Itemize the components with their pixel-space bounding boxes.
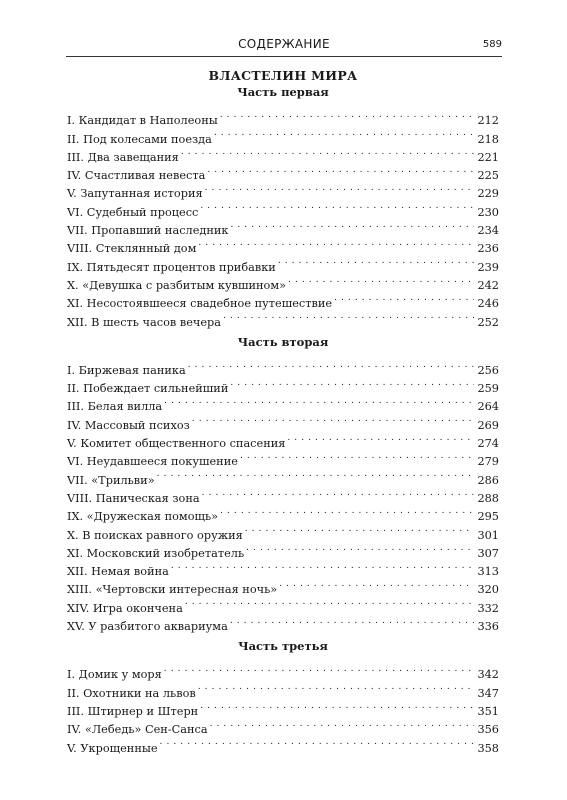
table-of-contents [67,68,499,755]
chapter-page-number: 320 [477,583,499,597]
dot-leader [240,447,475,465]
chapter-title: X. «Девушка с разбитым кувшином» [67,278,287,292]
chapter-page-number: 256 [477,363,499,377]
page-number: 589 [482,39,502,50]
dot-leader [214,124,475,142]
dot-leader [188,356,475,374]
dot-leader [171,557,475,575]
chapter-title: VI. Неудавшееся покушение [67,455,238,469]
dot-leader [198,234,474,252]
chapter-title: V. Укрощенные [67,741,158,755]
chapter-page-number: 286 [477,473,499,487]
chapter-title: I. Домик у моря [67,668,162,682]
chapter-page-number: 332 [477,601,499,615]
running-header-title: СОДЕРЖАНИЕ [238,37,330,51]
chapter-page-number: 288 [477,491,499,505]
chapter-page-number: 269 [477,418,499,432]
chapter-page-number: 342 [477,668,499,682]
chapter-page-number: 252 [477,315,499,329]
chapter-page-number: 225 [477,169,499,183]
toc-parts [67,84,499,755]
dot-leader [220,502,474,520]
chapter-title: IX. «Дружеская помощь» [67,510,219,524]
chapter-page-number: 351 [477,704,499,718]
chapter-title: I. Кандидат в Наполеоны [67,114,218,128]
chapter-title: II. Побеждает сильнейший [67,382,229,396]
dot-leader [205,179,475,197]
chapter-title: VIII. Паническая зона [67,491,200,505]
toc-entry[interactable] [67,106,499,128]
dot-leader [202,484,475,502]
chapter-page-number: 301 [477,528,499,542]
dot-leader [230,216,474,234]
chapter-title: X. В поисках равного оружия [67,528,243,542]
chapter-title: II. Охотники на львов [67,686,196,700]
chapter-page-number: 274 [477,437,499,451]
chapter-page-number: 221 [477,150,499,164]
chapter-title: II. Под колесами поезда [67,132,212,146]
chapter-title: VIII. Стеклянный дом [67,242,197,256]
chapter-page-number: 347 [477,686,499,700]
chapter-page-number: 307 [477,546,499,560]
chapter-page-number: 218 [477,132,499,146]
chapter-page-number: 358 [477,741,499,755]
dot-leader [200,697,474,715]
part-title: Часть первая [237,85,329,99]
chapter-page-number: 313 [477,565,499,579]
chapter-page-number: 236 [477,242,499,256]
dot-leader [192,410,475,428]
dot-leader [278,252,475,270]
chapter-title: VI. Судебный процесс [67,205,199,219]
toc-part [67,334,499,634]
dot-leader [181,143,475,161]
chapter-page-number: 229 [477,187,499,201]
chapter-page-number: 259 [477,382,499,396]
chapter-list [67,356,499,634]
part-title: Часть третья [238,639,328,654]
dot-leader [245,520,475,538]
dot-leader [230,612,475,630]
chapter-title: XI. Московский изобретатель [67,546,245,560]
chapter-page-number: 230 [477,205,499,219]
chapter-title: IV. Счастливая невеста [67,169,206,183]
chapter-page-number: 239 [477,260,499,274]
chapter-title: XIII. «Чертовски интересная ночь» [67,583,278,597]
dot-leader [160,733,475,751]
chapter-title: V. Комитет общественного спасения [67,437,286,451]
dot-leader [230,374,474,392]
toc-entry[interactable] [67,660,499,682]
chapter-list [67,106,499,329]
chapter-title: IV. «Лебедь» Сен-Санса [67,723,208,737]
chapter-page-number: 295 [477,510,499,524]
dot-leader [210,715,475,733]
dot-leader [157,465,475,483]
chapter-title: VII. «Трильви» [67,473,155,487]
chapter-title: III. Два завещания [67,150,179,164]
chapter-title: XIV. Игра окончена [67,601,183,615]
chapter-title: IX. Пятьдесят процентов прибавки [67,260,276,274]
dot-leader [246,539,474,557]
dot-leader [287,429,474,447]
chapter-page-number: 356 [477,723,499,737]
dot-leader [198,678,475,696]
chapter-list [67,660,499,755]
chapter-title: IV. Массовый психоз [67,418,190,432]
chapter-title: XII. В шесть часов вечера [67,315,221,329]
toc-entry[interactable] [67,356,499,377]
dot-leader [220,106,475,124]
part-title: Часть вторая [237,334,329,349]
dot-leader [334,289,474,307]
dot-leader [207,161,474,179]
dot-leader [288,271,474,289]
chapter-page-number: 242 [477,278,499,292]
chapter-title: XV. У разбитого аквариума [67,620,228,634]
chapter-title: V. Запутанная история [67,187,203,201]
chapter-page-number: 336 [477,620,499,634]
chapter-title: XII. Немая война [67,565,169,579]
dot-leader [200,197,474,215]
chapter-title: I. Биржевая паника [67,363,186,377]
running-header [66,36,502,57]
dot-leader [223,307,474,325]
chapter-page-number: 212 [477,114,499,128]
book-title: ВЛАСТЕЛИН МИРА [208,68,358,83]
toc-part [67,638,499,755]
dot-leader [164,392,474,410]
chapter-title: XI. Несостоявшееся свадебное путешествие [67,297,333,311]
chapter-page-number: 264 [477,400,499,414]
chapter-title: III. Белая вилла [67,400,163,414]
chapter-page-number: 234 [477,224,499,238]
toc-part [67,84,499,329]
chapter-title: VII. Пропавший наследник [67,224,229,238]
chapter-page-number: 279 [477,455,499,469]
dot-leader [279,575,474,593]
chapter-page-number: 246 [477,297,499,311]
chapter-title: III. Штирнер и Штерн [67,704,199,718]
dot-leader [185,593,475,611]
dot-leader [164,660,475,678]
